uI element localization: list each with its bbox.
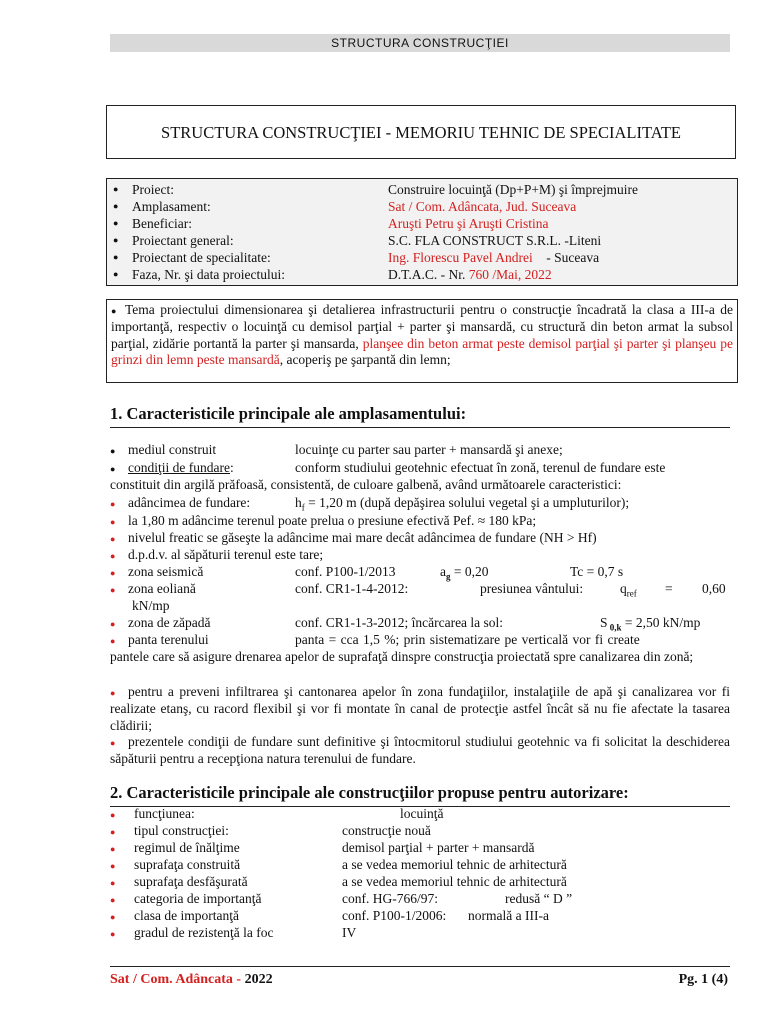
construction-characteristics-list xyxy=(110,806,730,942)
item-text: d.p.d.v. al săpăturii terenul este tare; xyxy=(128,547,324,562)
bullet-icon: ● xyxy=(110,516,116,527)
info-row-beneficiar xyxy=(107,215,737,232)
info-value xyxy=(388,249,599,266)
item-value: conf. P100-1/2006: xyxy=(342,908,447,923)
info-row-amplasament xyxy=(107,198,737,215)
pressure-label: presiunea vântului: xyxy=(480,581,584,596)
list-item xyxy=(110,823,730,840)
info-value: Sat / Com. Adâncata, Jud. Suceava xyxy=(388,199,577,214)
s-subscript: 0,k xyxy=(607,622,622,633)
section-2-heading: 2. Caracteristicile principale ale construcţiilor propuse pentru autorizare: xyxy=(110,783,730,807)
item-label: zona eoliană xyxy=(128,581,196,596)
page-number: Pg. 1 (4) xyxy=(678,972,728,987)
footer-location xyxy=(110,972,273,988)
item-label: suprafaţa desfăşurată xyxy=(134,874,248,889)
list-item-panta xyxy=(110,632,730,665)
item-value: conf. CR1-1-4-2012: xyxy=(295,581,409,596)
bullet-icon: ● xyxy=(110,843,116,854)
item-value: conf. CR1-1-3-2012; încărcarea la sol: xyxy=(295,615,504,630)
item-label: zona de zăpadă xyxy=(128,615,211,630)
info-value-red: Ing. Florescu Pavel Andrei xyxy=(388,250,533,265)
info-value: Aruşti Petru şi Aruşti Cristina xyxy=(388,216,549,231)
info-row-proiectant-general xyxy=(107,232,737,249)
bullet-icon: ● xyxy=(110,860,116,871)
bullet-icon: ● xyxy=(110,737,116,748)
snow-number: = 2,50 kN/mp xyxy=(621,615,701,630)
q-symbol: q xyxy=(620,581,627,596)
ag-symbol: a xyxy=(440,564,446,579)
bullet-icon: ● xyxy=(110,498,116,509)
info-value xyxy=(388,266,552,283)
bullet-icon: ● xyxy=(110,618,116,629)
running-header: STRUCTURA CONSTRUCŢIEI xyxy=(110,34,730,52)
item-value: conf. P100-1/2013 xyxy=(295,564,396,579)
bullet-icon: ● xyxy=(110,445,116,456)
item-value: IV xyxy=(342,925,357,940)
item-value-2: redusă “ D ” xyxy=(505,891,573,906)
list-item-zapada xyxy=(110,615,730,632)
bullet-icon: ● xyxy=(110,928,116,939)
item-label: suprafaţa construită xyxy=(134,857,241,872)
info-value: S.C. FLA CONSTRUCT S.R.L. -Liteni xyxy=(388,233,602,248)
document-title: STRUCTURA CONSTRUCŢIEI - MEMORIU TEHNIC DE SPECIALITATE xyxy=(106,105,736,159)
item-label: regimul de înălţime xyxy=(134,840,240,855)
list-item-freatic xyxy=(110,530,730,547)
list-item xyxy=(110,874,730,891)
bullet-icon: ● xyxy=(113,201,119,211)
item-text: prezentele condiţii de fundare sunt definitive şi întocmitorul studiului geotehnic va fi solicitat la deschiderea săpăturii pentru a recepţiona natura terenului de fundare. xyxy=(110,734,730,767)
bullet-icon: ● xyxy=(110,809,116,820)
bullet-icon: ● xyxy=(113,252,119,262)
bullet-icon: ● xyxy=(110,687,116,698)
item-label: funcţiunea: xyxy=(134,806,195,821)
equals-sign: = xyxy=(665,581,673,596)
item-label: adâncimea de fundare: xyxy=(128,495,251,510)
item-value: a se vedea memoriul tehnic de arhitectură xyxy=(342,857,567,872)
list-item xyxy=(110,857,730,874)
project-info-box xyxy=(106,178,738,286)
list-item xyxy=(110,840,730,857)
item-value: panta = cca 1,5 %; prin sistematizare pe verticală vor fi create xyxy=(295,632,640,647)
s-symbol: S xyxy=(600,615,608,630)
list-item xyxy=(110,908,730,925)
ag-number: = 0,20 xyxy=(450,564,489,579)
bullet-icon: ● xyxy=(110,911,116,922)
footer-year: 2022 xyxy=(244,972,273,987)
info-label: Proiectant de specialitate: xyxy=(132,250,271,265)
item-value-cont: pantele care să asigure drenarea apelor de suprafaţă dinspre construcţia proiectată spre canalizarea din zonă; xyxy=(110,648,694,664)
ag-subscript: g xyxy=(446,571,451,582)
item-value: a se vedea memoriul tehnic de arhitectură xyxy=(342,874,567,889)
list-item xyxy=(110,806,730,823)
footer-location-text: Sat / Com. Adâncata - xyxy=(110,972,245,987)
section-1-heading: 1. Caracteristicile principale ale amplasamentului: xyxy=(110,404,730,428)
item-value: demisol parţial + parter + mansardă xyxy=(342,840,535,855)
bullet-icon: ● xyxy=(110,550,116,561)
theme-text-end: , acoperiş pe şarpantă din lemn; xyxy=(279,351,451,367)
bullet-icon: ● xyxy=(110,463,116,474)
item-value: locuinţe cu parter sau parter + mansardă şi anexe; xyxy=(295,442,563,457)
bullet-icon: ● xyxy=(113,269,119,279)
bullet-icon: ● xyxy=(110,567,116,578)
theme-text: Tema proiectului dimensionarea şi detalierea infrastructurii pentru o construcţie încadrată la clasa a III-a de importanţă, respectiv o locuinţă cu demisol parţial + parter şi mansardă, cu structură din beton armat la subsol parţial, zidărie portantă la parter şi mansarda, xyxy=(111,302,733,351)
info-value-pre: D.T.A.C. - Nr. xyxy=(388,267,469,282)
bullet-icon: ● xyxy=(110,894,116,905)
item-label: panta terenului xyxy=(128,632,209,647)
item-value-cont: constituit din argilă prăfoasă, consistentă, de culoare galbenă, având următoarele caracteristici: xyxy=(110,476,622,492)
theme-text-red: planşee din beton armat peste demisol parţial şi parter şi planşeu pe grinzi din lemn peste mansardă xyxy=(111,335,733,367)
list-item-sapatura xyxy=(110,547,730,564)
bullet-icon: ● xyxy=(113,235,119,245)
info-value: Construire locuinţă (Dp+P+M) şi împrejmuire xyxy=(388,182,638,197)
item-value: conf. HG-766/97: xyxy=(342,891,438,906)
info-row-proiect xyxy=(107,181,737,198)
list-item-infiltrare xyxy=(110,684,730,734)
item-label: zona seismică xyxy=(128,564,204,579)
bullet-icon: ● xyxy=(113,218,119,228)
bullet-icon: ● xyxy=(113,184,119,194)
item-text: nivelul freatic se găseşte la adâncime mai mare decât adâncimea de fundare (NH > Hf) xyxy=(128,530,597,545)
list-item xyxy=(110,891,730,908)
item-text: pentru a preveni infiltrarea şi cantonarea apelor în zona fundaţiilor, instalaţiile de apă şi canalizarea vor fi realizate etanş, cu racord flexibil şi vor fi montate în canal de protecţie astfel încât să nu fie afectate la tasarea clădirii; xyxy=(110,684,730,733)
item-label: tipul construcţiei: xyxy=(134,823,229,838)
bullet-icon: ● xyxy=(111,305,117,316)
item-label: categoria de importanţă xyxy=(134,891,262,906)
hf-subscript: f xyxy=(301,502,305,513)
item-label: gradul de rezistenţă la foc xyxy=(134,925,274,940)
list-item-seismica xyxy=(110,564,730,581)
project-theme-box xyxy=(106,299,738,383)
item-label: clasa de importanţă xyxy=(134,908,239,923)
footer-divider xyxy=(110,966,730,967)
info-label: Beneficiar: xyxy=(132,216,192,231)
q-subscript: ref xyxy=(626,588,637,599)
item-value-2: normală a III-a xyxy=(468,908,549,923)
list-item-adancime xyxy=(110,495,730,512)
item-value: construcţie nouă xyxy=(342,823,431,838)
info-value-rest: - Suceava xyxy=(532,250,600,265)
list-item-mediul xyxy=(110,442,730,459)
bullet-icon: ● xyxy=(110,584,116,595)
item-label: condiţii de fundare xyxy=(128,460,230,475)
item-text: la 1,80 m adâncime terenul poate prelua o presiune efectivă Pef. ≈ 180 kPa; xyxy=(128,513,537,528)
item-value: conform studiului geotehnic efectuat în zonă, terenul de fundare este xyxy=(295,460,666,475)
list-item-prezentele xyxy=(110,734,730,768)
tc-value: Tc = 0,7 s xyxy=(570,564,624,579)
info-row-proiectant-specialitate xyxy=(107,249,737,266)
list-item-presiune xyxy=(110,513,730,530)
info-value-red: 760 /Mai, 2022 xyxy=(468,267,552,282)
info-label: Amplasament: xyxy=(132,199,211,214)
bullet-icon: ● xyxy=(110,826,116,837)
bullet-icon: ● xyxy=(110,635,116,646)
list-item xyxy=(110,925,730,942)
qref-symbol xyxy=(620,581,637,602)
info-label: Proiect: xyxy=(132,182,174,197)
hf-symbol: h xyxy=(295,495,302,510)
item-label: mediul construit xyxy=(128,442,217,457)
info-label: Faza, Nr. şi data proiectului: xyxy=(132,267,285,282)
list-item-conditii: ● condiţii de fundare: conform studiului geotehnic efectuat în zonă, terenul de fundare este constituit din argilă prăfoasă, consistentă, de culoare galbenă, având următoarele caracteristici: xyxy=(110,460,730,493)
info-row-faza xyxy=(107,266,737,283)
bullet-icon: ● xyxy=(110,533,116,544)
bullet-icon: ● xyxy=(110,877,116,888)
pressure-unit: kN/mp xyxy=(132,597,170,613)
item-value: locuinţă xyxy=(400,806,444,821)
info-label: Proiectant general: xyxy=(132,233,234,248)
hf-value: = 1,20 m (după depăşirea solului vegetal şi a umpluturilor); xyxy=(304,495,630,510)
pressure-value: 0,60 xyxy=(702,581,726,596)
list-item-eoliana xyxy=(110,581,730,614)
